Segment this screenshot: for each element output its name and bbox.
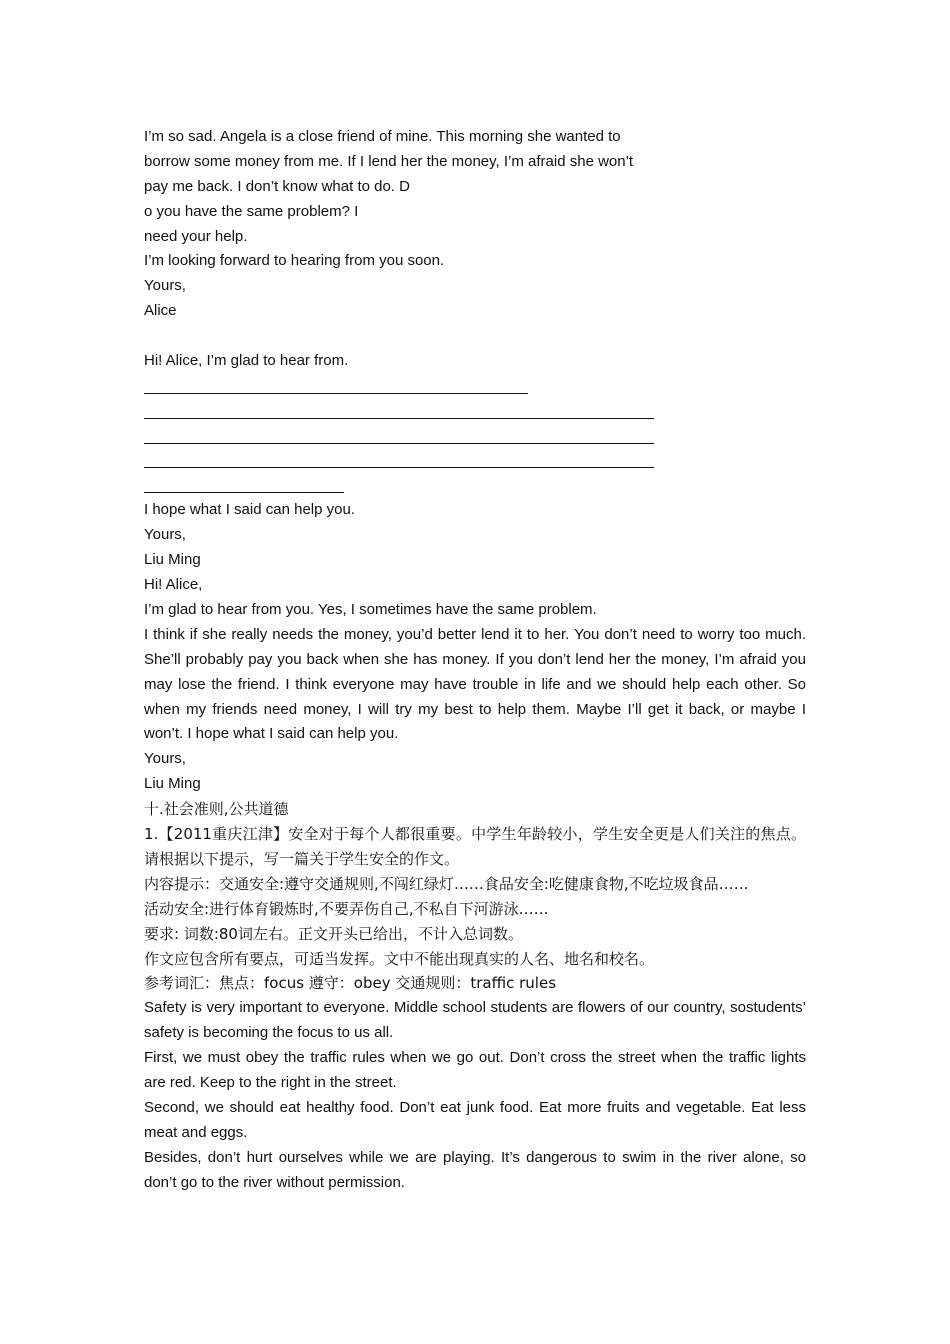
alice-letter-line: pay me back. I don’t know what to do. D (144, 177, 410, 195)
content-requirement: 作文应包含所有要点，可适当发挥。文中不能出现真实的人名、地名和校名。 (144, 949, 655, 968)
essay-paragraph-3: Second, we should eat healthy food. Don’t eat junk food. Eat more fruits and vegetable. Eat less meat and eggs. (144, 1098, 806, 1141)
sample-greeting: Hi! Alice, (144, 576, 203, 594)
section-heading: 十.社会准则,公共道德 (144, 800, 289, 819)
alice-letter-line: I’m so sad. Angela is a close friend of mine. This morning she wanted to (144, 128, 621, 145)
answer-blank-line (144, 473, 806, 498)
answer-blank-line (144, 399, 806, 424)
alice-letter-line: borrow some money from me. If I lend her the money, I’m afraid she won’t (144, 152, 634, 170)
sample-first-line: I’m glad to hear from you. Yes, I sometimes have the same problem. (144, 600, 597, 618)
sample-body: I think if she really needs the money, you’d better lend it to her. You don’t need to worry too much. She’ll probably pay you back when she has money. If you don’t lend her the money, I’m afraid you may lose the friend. I think everyone may have trouble in life and we should help each other. So when my friends need money, I will try my best to help them. Maybe I’ll get it back, or maybe I won’t. I hope what I said can help you. (144, 625, 806, 743)
sample-signature: Liu Ming (144, 775, 201, 793)
answer-blank-line (144, 424, 806, 449)
answer-blank-line (144, 449, 806, 474)
word-count-requirement: 要求: 词数:80词左右。正文开头已给出，不计入总词数。 (144, 924, 523, 943)
alice-letter-line: o you have the same problem? I (144, 202, 359, 220)
alice-letter-line: need your help. (144, 227, 248, 245)
template-closing: I hope what I said can help you. (144, 501, 355, 519)
template-signature: Liu Ming (144, 551, 201, 569)
blank-line (144, 324, 806, 349)
sample-sign-off: Yours, (144, 750, 186, 768)
template-sign-off: Yours, (144, 526, 186, 544)
answer-blank-line (144, 374, 806, 399)
page-content (144, 125, 806, 1196)
template-greeting: Hi! Alice, I’m glad to hear from. (144, 352, 349, 370)
alice-letter-sign-off: Yours, (144, 277, 186, 295)
alice-letter-line: I’m looking forward to hearing from you soon. (144, 252, 445, 270)
alice-letter-signature: Alice (144, 302, 177, 320)
essay-paragraph-2: First, we must obey the traffic rules when we go out. Don’t cross the street when the traffic lights are red. Keep to the right in the street. (144, 1049, 806, 1092)
task-prompt: 1.【2011重庆江津】安全对于每个人都很重要。中学生年龄较小，学生安全更是人们关注的焦点。请根据以下提示，写一篇关于学生安全的作文。 (144, 825, 806, 868)
content-hints: 内容提示：交通安全:遵守交通规则,不闯红绿灯……食品安全:吃健康食物,不吃垃圾食品…… (144, 874, 749, 893)
reference-vocabulary: 参考词汇：焦点：focus 遵守：obey 交通规则：traffic rules (144, 974, 557, 993)
essay-paragraph-4: Besides, don’t hurt ourselves while we are playing. It’s dangerous to swim in the river alone, so don’t go to the river without permission. (144, 1148, 806, 1191)
essay-paragraph-1: Safety is very important to everyone. Middle school students are flowers of our country, sostudents’ safety is becoming the focus to us all. (144, 999, 806, 1042)
activity-safety-hint: 活动安全:进行体育锻炼时,不要弄伤自己,不私自下河游泳…… (144, 899, 549, 918)
